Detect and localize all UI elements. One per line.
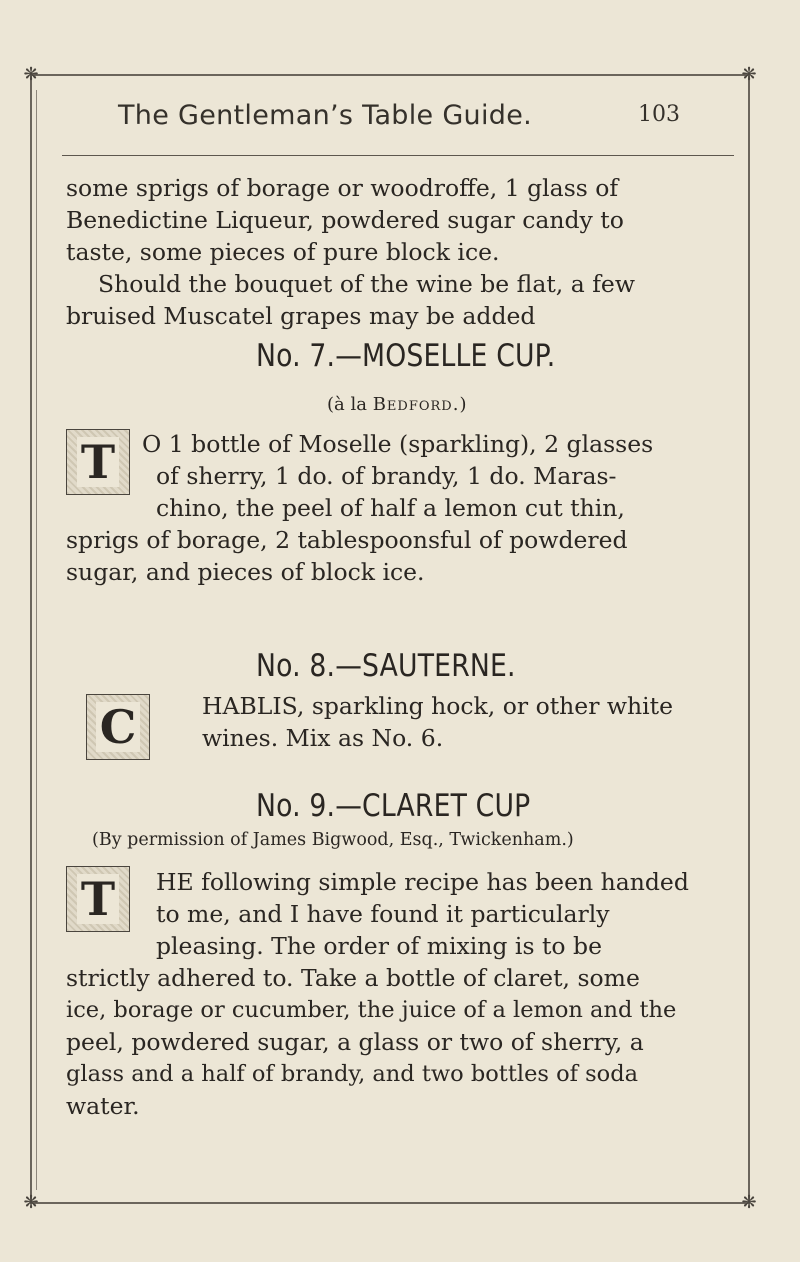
- text-line: Benedictine Liqueur, powdered sugar candy to: [66, 206, 624, 234]
- recipe-paragraph: [66, 690, 702, 754]
- left-border-rule-inner: [36, 90, 37, 1190]
- fleuron-icon: ❋: [741, 64, 757, 85]
- text-line: HABLIS, sparkling hock, or other white: [202, 692, 674, 720]
- recipe-paragraph: [66, 866, 702, 1122]
- fleuron-icon: ❋: [741, 1192, 757, 1213]
- recipe-subheading: (By permission of James Bigwood, Esq., Twickenham.): [92, 830, 574, 850]
- text-line: sprigs of borage, 2 tablespoonsful of powdered: [66, 526, 628, 554]
- fleuron-icon: ❋: [23, 64, 39, 85]
- text-line: pleasing. The order of mixing is to be: [156, 932, 602, 960]
- right-border-rule: [748, 74, 750, 1204]
- text-line: taste, some pieces of pure block ice.: [66, 238, 500, 266]
- text-line: peel, powdered sugar, a glass or two of sherry, a: [66, 1028, 644, 1056]
- recipe-heading: No. 9.—CLARET CUP: [256, 788, 531, 824]
- text-line: chino, the peel of half a lemon cut thin,: [156, 494, 625, 522]
- text-line: glass and a half of brandy, and two bottles of soda: [66, 1061, 639, 1087]
- recipe-paragraph: [66, 428, 702, 588]
- drop-cap: T: [66, 866, 130, 932]
- text-line: bruised Muscatel grapes may be added: [66, 302, 536, 330]
- text-line: Should the bouquet of the wine be flat, a few: [98, 270, 635, 298]
- text-line: O 1 bottle of Moselle (sparkling), 2 glasses: [142, 430, 654, 458]
- text-line: wines. Mix as No. 6.: [202, 724, 444, 752]
- text-line: water.: [66, 1092, 140, 1120]
- running-head-title: The Gentleman’s Table Guide.: [118, 100, 533, 131]
- drop-cap: T: [66, 429, 130, 495]
- drop-cap: C: [86, 694, 150, 760]
- recipe-heading: No. 8.—SAUTERNE.: [256, 648, 516, 684]
- bottom-border-rule: [30, 1202, 750, 1204]
- text-line: some sprigs of borage or woodroffe, 1 glass of: [66, 174, 619, 202]
- text-line: HE following simple recipe has been handed: [156, 868, 689, 896]
- intro-paragraph: [66, 172, 702, 332]
- text-line: strictly adhered to. Take a bottle of claret, some: [66, 964, 640, 992]
- recipe-subheading: (à la Bedford.): [327, 394, 467, 415]
- text-line: to me, and I have found it particularly: [156, 900, 610, 928]
- text-line: sugar, and pieces of block ice.: [66, 558, 425, 586]
- fleuron-icon: ❋: [23, 1192, 39, 1213]
- left-border-rule: [30, 74, 32, 1204]
- recipe-heading: No. 7.—MOSELLE CUP.: [256, 338, 556, 374]
- header-underline: [62, 155, 734, 156]
- top-border-rule: [30, 74, 750, 76]
- page-number: 103: [638, 102, 680, 127]
- text-line: of sherry, 1 do. of brandy, 1 do. Maras-: [156, 462, 617, 490]
- text-line: ice, borage or cucumber, the juice of a lemon and the: [66, 997, 677, 1023]
